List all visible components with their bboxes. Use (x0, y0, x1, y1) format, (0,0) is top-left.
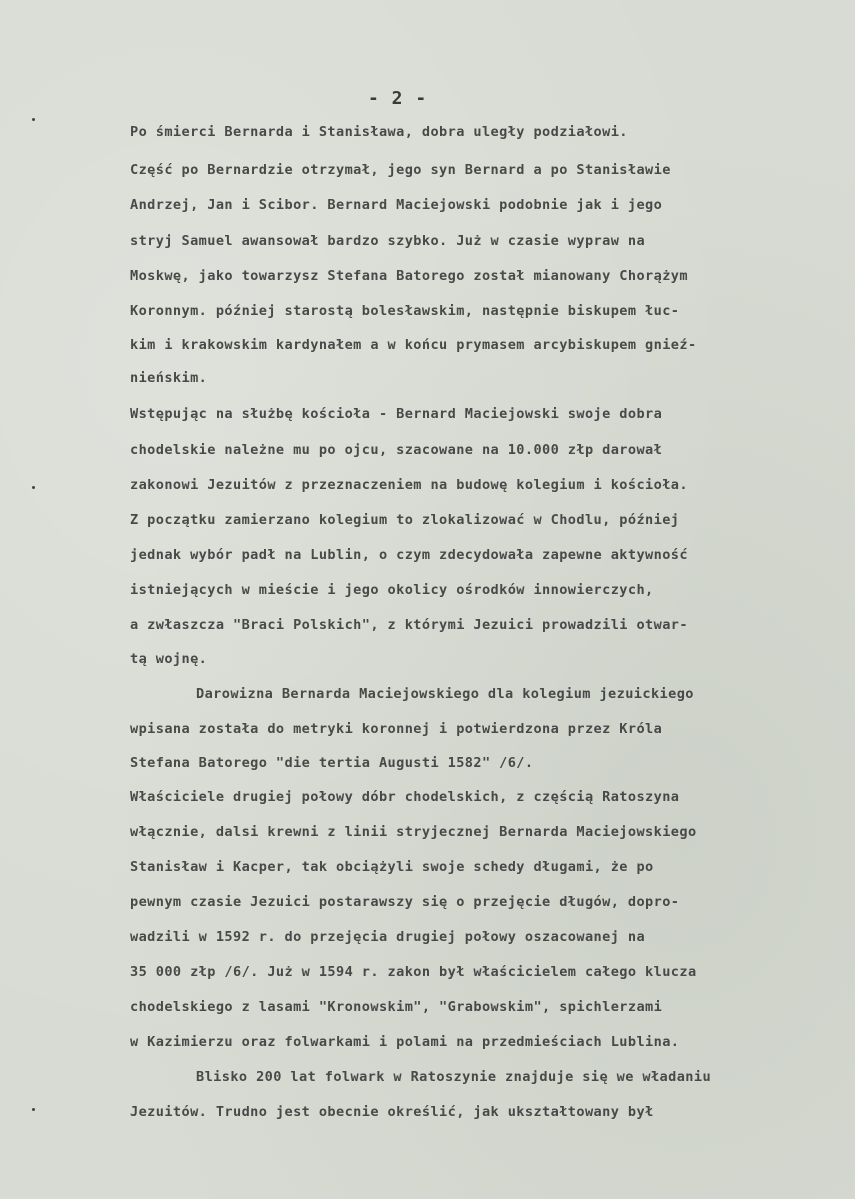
text-line: Koronnym. później starostą bolesławskim, następnie biskupem łuc- (130, 303, 680, 319)
text-line: stryj Samuel awansował bardzo szybko. Już w czasie wypraw na (130, 233, 646, 249)
page-number: - 2 - (368, 88, 428, 109)
text-line: Stanisław i Kacper, tak obciążyli swoje schedy długami, że po (130, 859, 654, 875)
text-line: Stefana Batorego "die tertia Augusti 1582" /6/. (130, 755, 534, 771)
text-line: chodelskie należne mu po ojcu, szacowane na 10.000 złp darował (130, 442, 663, 458)
text-line: Darowizna Bernarda Maciejowskiego dla kolegium jezuickiego (196, 686, 694, 702)
text-line: tą wojnę. (130, 651, 208, 667)
text-line: wpisana została do metryki koronnej i potwierdzona przez Króla (130, 721, 663, 737)
text-line: istniejących w mieście i jego okolicy ośrodków innowierczych, (130, 582, 654, 598)
text-line: Wstępując na służbę kościoła - Bernard Maciejowski swoje dobra (130, 406, 663, 422)
text-line: Moskwę, jako towarzysz Stefana Batorego został mianowany Chorążym (130, 268, 688, 284)
text-line: Z początku zamierzano kolegium to zlokalizować w Chodlu, później (130, 512, 680, 528)
text-line: w Kazimierzu oraz folwarkami i polami na przedmieściach Lublina. (130, 1034, 680, 1050)
text-line: Jezuitów. Trudno jest obecnie określić, jak ukształtowany był (130, 1104, 654, 1120)
text-line: pewnym czasie Jezuici postarawszy się o przejęcie długów, dopro- (130, 894, 680, 910)
text-line: Właściciele drugiej połowy dóbr chodelskich, z częścią Ratoszyna (130, 789, 680, 805)
text-line: Część po Bernardzie otrzymał, jego syn Bernard a po Stanisławie (130, 162, 671, 178)
text-line: Po śmierci Bernarda i Stanisława, dobra uległy podziałowi. (130, 124, 628, 140)
text-line: nieńskim. (130, 370, 208, 386)
text-line: 35 000 złp /6/. Już w 1594 r. zakon był właścicielem całego klucza (130, 964, 697, 980)
text-line: Blisko 200 lat folwark w Ratoszynie znajduje się we władaniu (196, 1069, 712, 1085)
text-line: zakonowi Jezuitów z przeznaczeniem na budowę kolegium i kościoła. (130, 477, 688, 493)
text-line: wadzili w 1592 r. do przejęcia drugiej połowy oszacowanej na (130, 929, 646, 945)
text-line: włącznie, dalsi krewni z linii stryjecznej Bernarda Maciejowskiego (130, 824, 697, 840)
text-line: Andrzej, Jan i Scibor. Bernard Maciejowski podobnie jak i jego (130, 197, 663, 213)
text-line: kim i krakowskim kardynałem a w końcu prymasem arcybiskupem gnieź- (130, 337, 697, 353)
text-line: chodelskiego z lasami "Kronowskim", "Grabowskim", spichlerzami (130, 999, 663, 1015)
text-line: jednak wybór padł na Lublin, o czym zdecydowała zapewne aktywność (130, 547, 688, 563)
text-line: a zwłaszcza "Braci Polskich", z którymi Jezuici prowadzili otwar- (130, 617, 688, 633)
